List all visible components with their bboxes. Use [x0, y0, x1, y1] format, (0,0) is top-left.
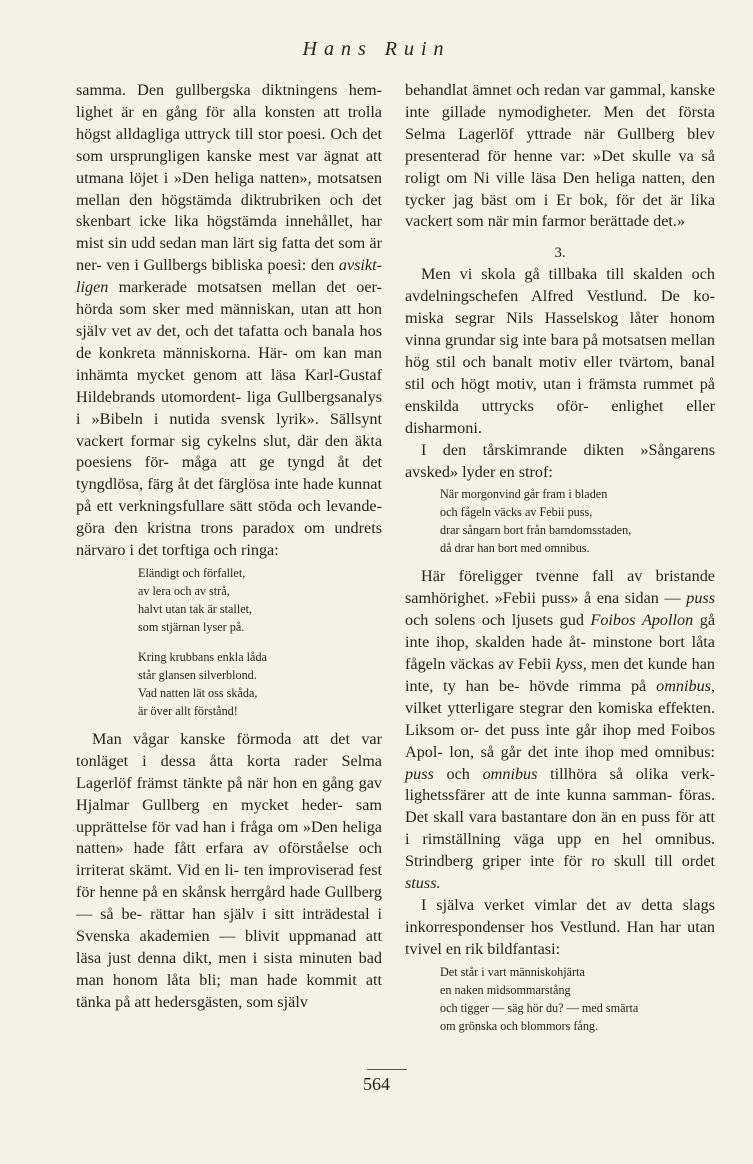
text-line: högstämda innehållet, har mist sin udd: [76, 212, 382, 253]
text-line: markerade motsatsen mellan det oer-: [108, 278, 382, 297]
italic-word: puss: [686, 589, 716, 608]
italic-word: kyss,: [555, 655, 587, 674]
text-line: åt det färglösa inte hade kunnat på ett: [76, 475, 382, 516]
text-line: sam upprättelse för vad han i fråga om: [76, 795, 382, 836]
text-line: skull till ordet: [614, 852, 715, 871]
text-line: tillhöra så olika verk-: [537, 764, 716, 783]
italic-word: puss: [405, 764, 434, 783]
text-line: I den tårskimrande dikten »Sångarens: [421, 440, 715, 459]
text-line: mellan hög stil och banalt motiv eller: [405, 331, 716, 371]
text-line: I själva verket vimlar det av detta slags: [421, 896, 715, 914]
text-line: behandlat ämnet och redan var gammal,: [405, 81, 666, 99]
footer-rule: [367, 1069, 407, 1070]
text-line: att tänka på att hedersgästen, som själv: [76, 970, 383, 1011]
text-line: berättade det.»: [589, 212, 686, 231]
section-number: 3.: [554, 245, 566, 262]
stanza: [440, 485, 715, 557]
paragraph: [405, 80, 715, 233]
italic-word: omnibus: [482, 764, 538, 783]
text-line: Man vågar kanske förmoda att det var: [92, 729, 382, 748]
italic-word: stuss.: [405, 874, 441, 893]
text-line: skånsk herrgård hade Gullberg — så be-: [76, 883, 382, 924]
paragraph: [405, 264, 715, 439]
verse-line: en naken midsommarstång: [440, 982, 571, 997]
text-line: läsa Karl-Gustaf Hildebrands utomordent-: [76, 365, 383, 406]
text-line: »Den heliga natten» hade fått erfara av: [76, 817, 382, 858]
stanza: [138, 564, 382, 636]
verse-quote: [440, 963, 715, 1035]
verse-quote: [138, 564, 382, 720]
text-line: måga att ge tyngd åt det tyngdlösa, färg: [76, 453, 383, 494]
italic-word: omnibus,: [656, 676, 716, 695]
text-line: verkningsfullare sätt stöda och levande-: [118, 497, 383, 516]
text-line: och solens och ljusets gud: [405, 611, 591, 630]
verse-line: Kring krubbans enkla låda: [138, 649, 267, 664]
verse-line: om grönska och blommors fång.: [440, 1018, 599, 1033]
text-line: akademien — blivit uppmanad att läsa: [76, 927, 382, 967]
italic-word: ligen: [76, 278, 109, 297]
text-line: gav Hjalmar Gullberg en mycket heder-: [76, 773, 383, 814]
text-line: stegrar den komiska effekten. Liksom or-: [405, 698, 715, 739]
text-line: man honom låta bli; man hade kommit: [76, 970, 357, 989]
text-line: natten», motsatsen mellan den högstämda: [76, 168, 382, 209]
text-line: sedan man lärt sig fatta det som är ner-: [76, 234, 382, 275]
stanza: [440, 963, 715, 1035]
text-line: kanske inte gillade nymodigheter. Men det: [405, 81, 716, 121]
text-line: enlighet eller disharmoni.: [405, 396, 715, 437]
verse-line: som stjärnan lyser på.: [138, 619, 245, 634]
text-line: va så roligt om Ni ville läsa Den heliga: [405, 146, 715, 187]
text-line: första Selma Lagerlöf yttrade när Gullberg: [405, 102, 715, 143]
paragraph: [76, 80, 382, 562]
verse-line: halvt utan tak är stallet,: [138, 601, 253, 616]
text-line: samhörighet. »Febii puss» å ena sidan —: [405, 589, 681, 608]
text-line: Lagerlöf främst tänkte på när hon en gång: [76, 773, 354, 792]
text-line: rättar han själv i sitt inträdestal i Svenska: [76, 905, 383, 946]
text-line: men det kunde han inte, ty han be-: [405, 655, 716, 695]
italic-word: Apollon: [641, 611, 694, 630]
page-number: 564: [363, 1074, 390, 1094]
text-line: lighet är en gång för alla konsten att trolla: [76, 102, 382, 121]
paragraph: [405, 440, 715, 484]
text-line: inkorrespondenser hos Vestlund. Han har: [405, 917, 681, 936]
text-line: föras. Det skall vara bastantare don än: [405, 786, 715, 827]
verse-line: av lera och av strå,: [138, 583, 230, 598]
text-line: Här föreligger tvenne fall av bristande: [421, 567, 715, 586]
text-line: utan tvivel en rik bildfantasi:: [405, 917, 716, 958]
italic-word: Foibos: [590, 611, 636, 630]
text-line: gå inte ihop, skalden hade åt-: [405, 611, 715, 652]
verse-line: och tigger — säg hör du? — med smärta: [440, 1000, 639, 1015]
verse-line: När morgonvind går fram i bladen: [440, 487, 608, 502]
text-line: minstone bort låta fågeln väckas av Febii: [405, 633, 715, 674]
verse-quote: [440, 485, 715, 557]
verse-line: Eländigt och förfallet,: [138, 565, 246, 580]
verse-line: Vad natten lät oss skåda,: [138, 685, 258, 700]
text-line: var ägnat att utmana löjet i »Den heliga: [76, 146, 383, 187]
text-line: Och det som ursprungligen kanske mest: [76, 124, 382, 165]
running-header: Hans Ruin: [302, 38, 451, 60]
text-line: lon, så går det inte ihop med omnibus:: [449, 742, 716, 761]
text-line: om kan man inhämta mycket genom att: [76, 343, 382, 384]
verse-line: är över allt förstånd!: [138, 703, 238, 718]
verse-line: och fågeln väcks av Febii puss,: [440, 505, 593, 520]
text-line: för det är lika vackert som när min farmor: [405, 190, 716, 231]
text-line: diktrubriken och det skenbart icke lika: [76, 190, 383, 231]
text-line: vinna grundar sig inte bara på motsatsen: [405, 331, 667, 350]
text-line: det puss inte går ihop med Foibos Apol-: [405, 720, 715, 761]
italic-word: avsikt-: [338, 256, 382, 275]
text-line: högst alldagliga uttryck till stor poesi.: [76, 124, 326, 143]
text-line: närvaro i det torftiga och ringa:: [76, 541, 279, 560]
paragraph: [405, 566, 715, 895]
text-line: tonläget i dessa åtta korta rader Selma: [76, 751, 382, 770]
verse-line: då drar han bort med omnibus.: [440, 541, 590, 556]
text-line: liga Gullbergsanalys i »Bibeln i nutida: [76, 387, 382, 428]
text-line: blev presenterad för henne var: »Det skulle: [405, 124, 716, 165]
stanza: [138, 648, 382, 720]
text-line: främsta rummet på enskilda uttrycks oför-: [405, 374, 715, 415]
text-line: avdelningschefen Alfred Vestlund. De ko-: [405, 287, 715, 306]
text-line: ven i Gullbergs bibliska poesi: den: [106, 256, 339, 275]
text-line: ten improviserad fest för henne på en: [76, 861, 383, 902]
verse-line: står glansen silverblond.: [138, 667, 257, 682]
text-line: en puss för att i rimställning väga upp en: [405, 808, 715, 849]
text-line: cykelns slut, där den äkta poesiens för-: [76, 431, 383, 472]
right-column: [405, 80, 715, 1044]
text-line: just denna dikt, men i sista minuten bad: [107, 949, 382, 967]
verse-line: drar sångarn bort från barndomsstaden,: [440, 523, 632, 538]
text-line: tvärtom, banal stil och högt motiv, utan i: [405, 352, 715, 393]
text-line: svensk lyrik». Sällsynt vackert formar sig: [76, 409, 383, 450]
text-line: vilket ytterligare: [405, 698, 514, 717]
text-line: lighetssfärer att de inte kunna samman-: [405, 786, 673, 805]
text-line: hon själv vet av det, och det tafatta och: [76, 300, 382, 340]
text-line: göra den kristna trons paradox om undrets: [76, 519, 382, 538]
text-line: natten, den tycker jag bäst om i Er bok,: [405, 168, 715, 209]
text-line: banala hos de konkreta människorna. Här-: [76, 321, 382, 362]
text-line: och: [433, 764, 483, 783]
paragraph: [76, 729, 382, 1014]
text-line: hörda som sker med människan, utan att: [76, 300, 352, 319]
verse-line: Det står i vart människohjärta: [440, 964, 585, 979]
left-column: [76, 80, 382, 1014]
paragraph: [405, 895, 715, 961]
text-line: miska segrar Nils Hasselskog låter honom: [405, 309, 715, 328]
text-line: samma. Den gullbergska diktningens hem-: [76, 81, 382, 99]
text-line: hel omnibus. Strindberg griper inte för ro: [405, 830, 715, 871]
text-line: hövde rimma på: [529, 676, 657, 695]
text-line: oförståelse och irriterat skämt. Vid en li-: [76, 839, 382, 880]
text-line: avsked» lyder en strof:: [405, 462, 553, 481]
text-line: Men vi skola gå tillbaka till skalden och: [421, 265, 715, 284]
